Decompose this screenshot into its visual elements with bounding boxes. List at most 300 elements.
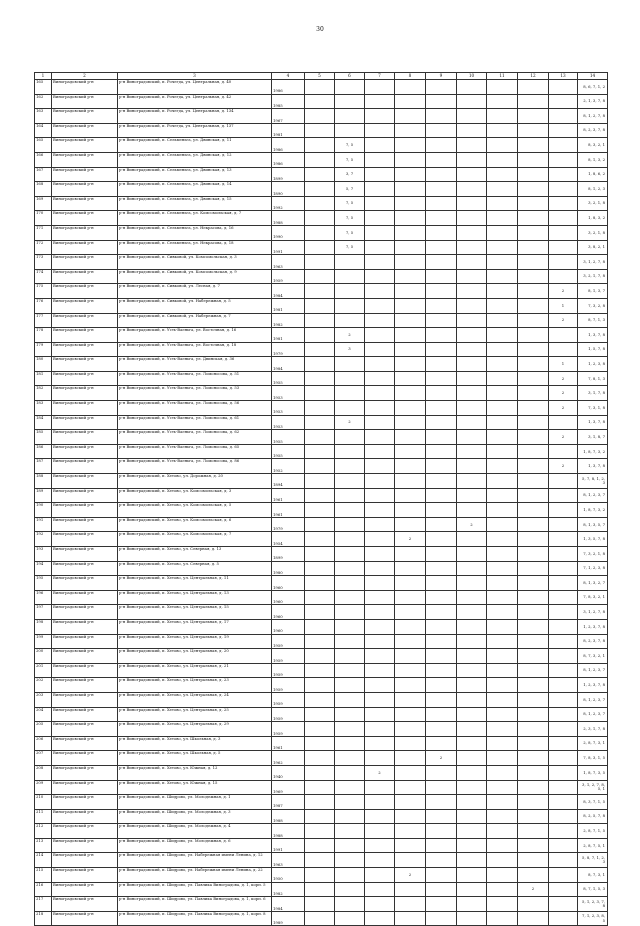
col10-cell <box>457 342 487 357</box>
col13-cell <box>549 342 578 357</box>
col7-cell <box>365 503 395 518</box>
col6-cell <box>335 663 365 678</box>
col7-cell <box>365 722 395 737</box>
col11-cell <box>487 853 518 868</box>
row-number: 191 <box>35 517 52 532</box>
col8-cell <box>395 722 426 737</box>
col5-cell <box>305 430 335 445</box>
col6-cell <box>335 590 365 605</box>
table-row <box>35 284 608 299</box>
row-number: 196 <box>35 590 52 605</box>
col7-cell <box>365 649 395 664</box>
col5-cell <box>305 882 335 897</box>
table-row <box>35 503 608 518</box>
col14-cell: 1, 2, 3, 7, 8 <box>578 678 608 693</box>
col12-cell <box>518 809 549 824</box>
district-cell: Виноградовский р-н <box>52 649 118 664</box>
year-cell: 1967 <box>272 109 305 124</box>
district-cell: Виноградовский р-н <box>52 868 118 883</box>
col5-cell <box>305 590 335 605</box>
col5-cell <box>305 357 335 372</box>
col9-cell <box>426 80 457 95</box>
col13-cell <box>549 415 578 430</box>
col11-cell <box>487 619 518 634</box>
col13-cell <box>549 619 578 634</box>
col5-cell <box>305 780 335 795</box>
col14-cell: 1, 8, 3, 2 <box>578 211 608 226</box>
column-header: 10 <box>457 73 487 80</box>
district-cell: Виноградовский р-н <box>52 765 118 780</box>
row-number: 208 <box>35 765 52 780</box>
col12-cell <box>518 284 549 299</box>
table-row <box>35 167 608 182</box>
col14-cell: 1, 8, 6, 2 <box>578 167 608 182</box>
col12-cell <box>518 123 549 138</box>
col9-cell <box>426 255 457 270</box>
col6-cell <box>335 430 365 445</box>
col10-cell <box>457 751 487 766</box>
table-row <box>35 809 608 824</box>
district-cell: Виноградовский р-н <box>52 474 118 489</box>
table-row <box>35 678 608 693</box>
col11-cell <box>487 138 518 153</box>
table-row <box>35 196 608 211</box>
col6-cell <box>335 765 365 780</box>
row-number: 200 <box>35 649 52 664</box>
col11-cell <box>487 795 518 810</box>
col6-cell <box>335 109 365 124</box>
col7-cell <box>365 576 395 591</box>
col7-cell <box>365 795 395 810</box>
col10-cell <box>457 211 487 226</box>
col13-cell <box>549 269 578 284</box>
address-cell: р-н Виноградовский, п. Сельменьга, ул. Двинская, д. 15 <box>118 196 272 211</box>
col11-cell <box>487 532 518 547</box>
col10-cell <box>457 459 487 474</box>
col13-cell <box>549 897 578 912</box>
table-row <box>35 357 608 372</box>
col14-cell: 8, 6, 7, 1, 2 <box>578 80 608 95</box>
table-row <box>35 736 608 751</box>
col10-cell <box>457 167 487 182</box>
table-row <box>35 371 608 386</box>
col6-cell <box>335 911 365 926</box>
year-cell: 1959 <box>272 707 305 722</box>
col5-cell <box>305 386 335 401</box>
address-cell: р-н Виноградовский, п. Хетово, ул. Центральная, д. 24 <box>118 692 272 707</box>
col9-cell <box>426 722 457 737</box>
col11-cell <box>487 313 518 328</box>
col10-cell <box>457 182 487 197</box>
column-header: 6 <box>335 73 365 80</box>
col6-cell: 7, 5 <box>335 225 365 240</box>
col8-cell <box>395 459 426 474</box>
district-cell: Виноградовский р-н <box>52 342 118 357</box>
col8-cell <box>395 225 426 240</box>
col13-cell <box>549 678 578 693</box>
col5-cell <box>305 561 335 576</box>
col11-cell <box>487 649 518 664</box>
col12-cell <box>518 780 549 795</box>
col14-cell: 2, 1, 3, 7, 8 <box>578 94 608 109</box>
col13-cell <box>549 240 578 255</box>
col8-cell: 2 <box>395 868 426 883</box>
col13-cell <box>549 838 578 853</box>
year-cell: 1989 <box>272 911 305 926</box>
row-number: 213 <box>35 838 52 853</box>
col7-cell <box>365 152 395 167</box>
col9-cell <box>426 503 457 518</box>
col7-cell <box>365 313 395 328</box>
col14-cell: 5, 7, 8, 1, 2, 3 <box>578 474 608 489</box>
col13-cell <box>549 663 578 678</box>
col7-cell <box>365 634 395 649</box>
col10-cell <box>457 765 487 780</box>
col8-cell <box>395 780 426 795</box>
table-row <box>35 152 608 167</box>
col10-cell <box>457 663 487 678</box>
col5-cell <box>305 415 335 430</box>
district-cell: Виноградовский р-н <box>52 109 118 124</box>
col9-cell <box>426 707 457 722</box>
col14-cell: 8, 1, 3, 5, 7 <box>578 517 608 532</box>
col10-cell <box>457 590 487 605</box>
col7-cell <box>365 444 395 459</box>
col7-cell <box>365 488 395 503</box>
header-row <box>35 73 608 80</box>
col14-cell: 8, 7, 3, 1 <box>578 868 608 883</box>
col10-cell <box>457 780 487 795</box>
col10-cell <box>457 824 487 839</box>
table-row <box>35 123 608 138</box>
row-number: 181 <box>35 371 52 386</box>
col5-cell <box>305 167 335 182</box>
col7-cell <box>365 751 395 766</box>
col7-cell <box>365 401 395 416</box>
address-cell: р-н Виноградовский, п. Усть-Ваеньга, ул. Ломоносова, д. 56 <box>118 401 272 416</box>
col9-cell <box>426 474 457 489</box>
address-cell: р-н Виноградовский, п. Шидрово, ул. Павлика Виноградова, д. 1, корп. 6 <box>118 897 272 912</box>
row-number: 194 <box>35 561 52 576</box>
col6-cell <box>335 371 365 386</box>
col9-cell <box>426 211 457 226</box>
col14-cell: 7, 3, 2, 8 <box>578 298 608 313</box>
col7-cell: 2 <box>365 765 395 780</box>
col7-cell <box>365 897 395 912</box>
row-number: 176 <box>35 298 52 313</box>
row-number: 165 <box>35 138 52 153</box>
col10-cell <box>457 532 487 547</box>
col9-cell <box>426 123 457 138</box>
col9-cell <box>426 371 457 386</box>
col8-cell <box>395 838 426 853</box>
address-cell: р-н Виноградовский, п. Усть-Ваеньга, ул. Ломоносова, д. 65 <box>118 444 272 459</box>
column-header: 4 <box>272 73 305 80</box>
year-cell: 1955 <box>272 371 305 386</box>
col5-cell <box>305 459 335 474</box>
col6-cell <box>335 284 365 299</box>
col12-cell <box>518 590 549 605</box>
col11-cell <box>487 503 518 518</box>
col7-cell <box>365 123 395 138</box>
col12-cell <box>518 152 549 167</box>
col14-cell: 8, 1, 2, 3 <box>578 182 608 197</box>
address-cell: р-н Виноградовский, п. Усть-Ваеньга, ул. Ломоносова, д. 62 <box>118 430 272 445</box>
table-row <box>35 430 608 445</box>
column-header: 13 <box>549 73 578 80</box>
district-cell: Виноградовский р-н <box>52 269 118 284</box>
col7-cell <box>365 386 395 401</box>
district-cell: Виноградовский р-н <box>52 824 118 839</box>
col14-cell: 3, 2, 1, 7, 8 <box>578 269 608 284</box>
address-cell: р-н Виноградовский, п. Шидрово, ул. Набережная имени Ленина, д. 22 <box>118 868 272 883</box>
col9-cell <box>426 809 457 824</box>
col14-cell: 7, 1, 2, 3, 8, 5 <box>578 911 608 926</box>
col9-cell <box>426 576 457 591</box>
col10-cell <box>457 328 487 343</box>
year-cell: 1984 <box>272 897 305 912</box>
row-number: 172 <box>35 240 52 255</box>
col5-cell <box>305 182 335 197</box>
year-cell: 1959 <box>272 634 305 649</box>
table-row <box>35 780 608 795</box>
col10-cell <box>457 240 487 255</box>
address-cell: р-н Виноградовский, п. Хетово, ул. Комсомольская, д. 3 <box>118 488 272 503</box>
col8-cell <box>395 284 426 299</box>
col5-cell <box>305 897 335 912</box>
col9-cell <box>426 109 457 124</box>
col12-cell <box>518 109 549 124</box>
col6-cell: 3 <box>335 342 365 357</box>
col11-cell <box>487 824 518 839</box>
col12-cell <box>518 576 549 591</box>
year-cell: 1988 <box>272 809 305 824</box>
district-cell: Виноградовский р-н <box>52 240 118 255</box>
col10-cell <box>457 269 487 284</box>
col5-cell <box>305 255 335 270</box>
year-cell: 1959 <box>272 269 305 284</box>
col11-cell <box>487 269 518 284</box>
col14-cell: 3, 1, 8, 7 <box>578 430 608 445</box>
col6-cell <box>335 751 365 766</box>
col11-cell <box>487 342 518 357</box>
col8-cell <box>395 911 426 926</box>
col9-cell <box>426 663 457 678</box>
row-number: 197 <box>35 605 52 620</box>
row-number: 189 <box>35 488 52 503</box>
col14-cell: 8, 1, 3, 2, 7 <box>578 576 608 591</box>
col7-cell <box>365 459 395 474</box>
col9-cell: 2 <box>426 751 457 766</box>
col9-cell <box>426 313 457 328</box>
col6-cell: 2 <box>335 415 365 430</box>
col13-cell <box>549 503 578 518</box>
col10-cell <box>457 357 487 372</box>
district-cell: Виноградовский р-н <box>52 780 118 795</box>
col11-cell <box>487 765 518 780</box>
year-cell: 1991 <box>272 838 305 853</box>
col8-cell <box>395 269 426 284</box>
year-cell: 1955 <box>272 430 305 445</box>
table-row <box>35 576 608 591</box>
year-cell: 1982 <box>272 882 305 897</box>
col10-cell <box>457 882 487 897</box>
col10-cell <box>457 401 487 416</box>
col9-cell <box>426 561 457 576</box>
district-cell: Виноградовский р-н <box>52 138 118 153</box>
col5-cell <box>305 211 335 226</box>
col13-cell <box>549 123 578 138</box>
col9-cell <box>426 444 457 459</box>
col11-cell <box>487 459 518 474</box>
year-cell: 1986 <box>272 138 305 153</box>
col12-cell <box>518 211 549 226</box>
col11-cell <box>487 328 518 343</box>
year-cell: 1981 <box>272 298 305 313</box>
col11-cell <box>487 590 518 605</box>
district-cell: Виноградовский р-н <box>52 94 118 109</box>
col14-cell: 8, 1, 2, 3, 7 <box>578 692 608 707</box>
col8-cell <box>395 313 426 328</box>
col9-cell <box>426 328 457 343</box>
col14-cell: 8, 3, 2, 1 <box>578 138 608 153</box>
year-cell: 1959 <box>272 692 305 707</box>
col7-cell <box>365 809 395 824</box>
district-cell: Виноградовский р-н <box>52 561 118 576</box>
col6-cell <box>335 255 365 270</box>
district-cell: Виноградовский р-н <box>52 328 118 343</box>
table-row <box>35 255 608 270</box>
address-cell: р-н Виноградовский, п. Сельменьга, ул. Двинская, д. 13 <box>118 167 272 182</box>
row-number: 166 <box>35 152 52 167</box>
year-cell: 1959 <box>272 722 305 737</box>
col9-cell <box>426 897 457 912</box>
col5-cell <box>305 138 335 153</box>
address-cell: р-н Виноградовский, п. Хетово, ул. Северная, д. 5 <box>118 561 272 576</box>
col10-cell <box>457 619 487 634</box>
table-row <box>35 561 608 576</box>
col5-cell <box>305 152 335 167</box>
col5-cell <box>305 809 335 824</box>
row-number: 205 <box>35 722 52 737</box>
col10-cell <box>457 649 487 664</box>
col6-cell <box>335 634 365 649</box>
col13-cell: 2 <box>549 371 578 386</box>
table-row <box>35 386 608 401</box>
col11-cell <box>487 80 518 95</box>
col7-cell <box>365 182 395 197</box>
col7-cell <box>365 692 395 707</box>
col9-cell <box>426 298 457 313</box>
col6-cell: 7, 5 <box>335 240 365 255</box>
address-cell: р-н Виноградовский, п. Шидрово, ул. Молодежная, д. 1 <box>118 795 272 810</box>
col12-cell <box>518 722 549 737</box>
row-number: 211 <box>35 809 52 824</box>
col5-cell <box>305 707 335 722</box>
col14-cell: 2, 8, 7, 5, 1 <box>578 838 608 853</box>
col6-cell <box>335 517 365 532</box>
col7-cell <box>365 94 395 109</box>
year-cell: 1986 <box>272 152 305 167</box>
column-header: 5 <box>305 73 335 80</box>
col7-cell <box>365 882 395 897</box>
col5-cell <box>305 313 335 328</box>
col6-cell <box>335 123 365 138</box>
address-cell: р-н Виноградовский, п. Хетово, ул. Центральная, д. 11 <box>118 576 272 591</box>
col5-cell <box>305 328 335 343</box>
district-cell: Виноградовский р-н <box>52 678 118 693</box>
district-cell: Виноградовский р-н <box>52 590 118 605</box>
col12-cell <box>518 415 549 430</box>
address-cell: р-н Виноградовский, п. Сивковой, ул. Набережная, д. 7 <box>118 313 272 328</box>
district-cell: Виноградовский р-н <box>52 386 118 401</box>
col10-cell <box>457 838 487 853</box>
row-number: 183 <box>35 401 52 416</box>
col13-cell <box>549 824 578 839</box>
col6-cell <box>335 313 365 328</box>
col7-cell <box>365 196 395 211</box>
col6-cell <box>335 780 365 795</box>
col13-cell <box>549 444 578 459</box>
col7-cell <box>365 328 395 343</box>
page-number: 30 <box>316 26 324 33</box>
col12-cell <box>518 561 549 576</box>
col5-cell <box>305 649 335 664</box>
col14-cell: 8, 1, 3, 7 <box>578 284 608 299</box>
table-row <box>35 532 608 547</box>
year-cell: 1960 <box>272 590 305 605</box>
col6-cell <box>335 401 365 416</box>
col12-cell <box>518 371 549 386</box>
col11-cell <box>487 167 518 182</box>
col11-cell <box>487 897 518 912</box>
col11-cell <box>487 722 518 737</box>
col5-cell <box>305 371 335 386</box>
col13-cell <box>549 561 578 576</box>
col14-cell: 8, 2, 3, 7, 8 <box>578 123 608 138</box>
col9-cell <box>426 780 457 795</box>
col14-cell: 7, 3, 1, 8 <box>578 401 608 416</box>
district-cell: Виноградовский р-н <box>52 707 118 722</box>
col13-cell <box>549 196 578 211</box>
col11-cell <box>487 474 518 489</box>
address-cell: р-н Виноградовский, п. Хетово, ул. Дорожная, д. 20 <box>118 474 272 489</box>
year-cell: 1985 <box>272 94 305 109</box>
row-number: 217 <box>35 897 52 912</box>
col14-cell: 3, 2, 1, 8 <box>578 196 608 211</box>
col10-cell <box>457 503 487 518</box>
year-cell: 1987 <box>272 795 305 810</box>
col7-cell <box>365 225 395 240</box>
column-header: 1 <box>35 73 52 80</box>
row-number: 177 <box>35 313 52 328</box>
col6-cell <box>335 692 365 707</box>
district-cell: Виноградовский р-н <box>52 152 118 167</box>
address-cell: р-н Виноградовский, п. Рочегда, ул. Центральная, д. 134 <box>118 109 272 124</box>
col10-cell <box>457 605 487 620</box>
col5-cell <box>305 284 335 299</box>
col11-cell <box>487 357 518 372</box>
row-number: 210 <box>35 795 52 810</box>
col13-cell <box>549 649 578 664</box>
col5-cell <box>305 692 335 707</box>
col5-cell <box>305 123 335 138</box>
year-cell: 1961 <box>272 488 305 503</box>
col11-cell <box>487 678 518 693</box>
col6-cell: 7, 5 <box>335 196 365 211</box>
col12-cell <box>518 751 549 766</box>
col11-cell <box>487 882 518 897</box>
